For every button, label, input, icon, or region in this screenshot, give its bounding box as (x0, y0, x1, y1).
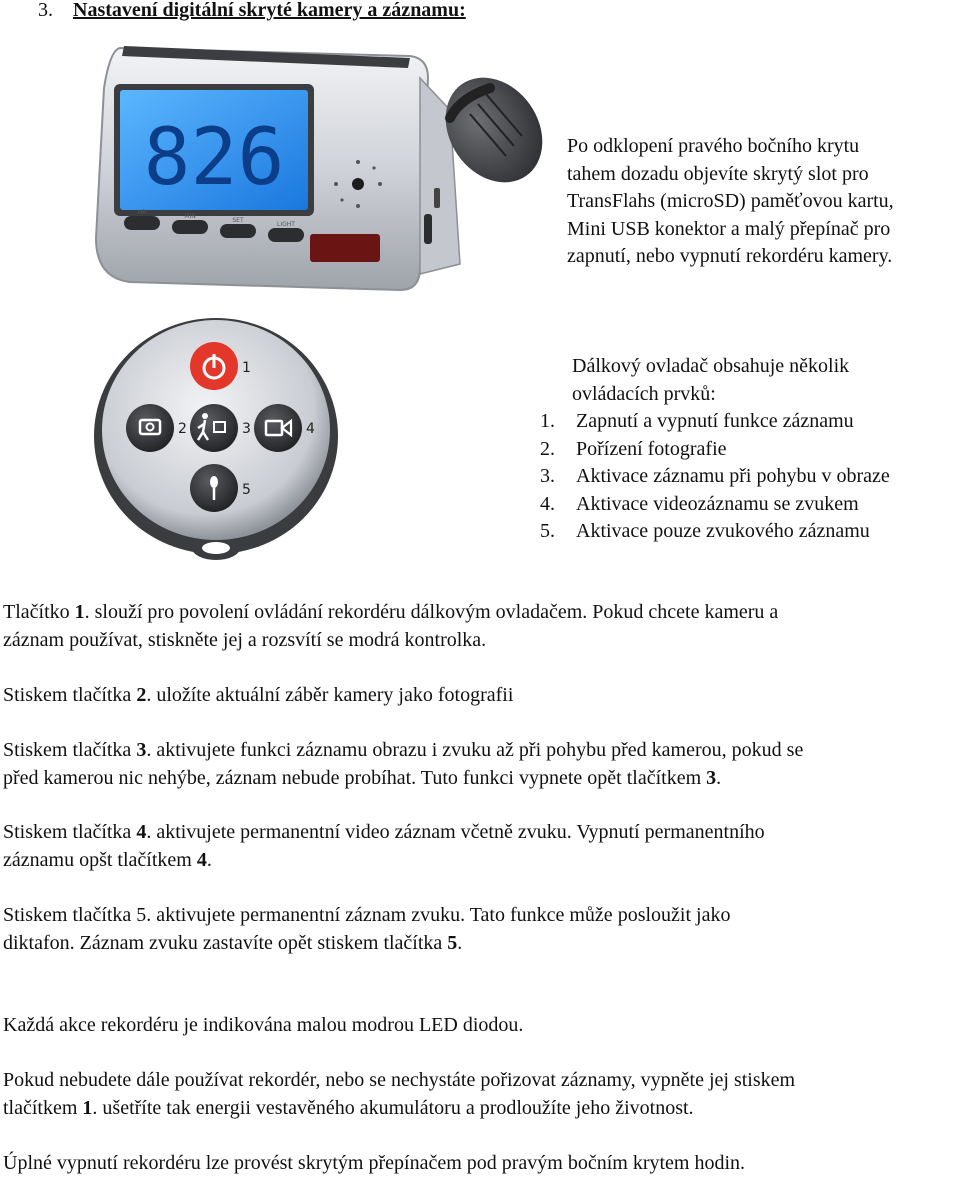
usb-slot (424, 214, 432, 244)
remote-function-list (540, 408, 890, 546)
remote-label-5: 5 (242, 482, 251, 498)
paragraph-button-1: Tlačítko 1. slouží pro povolení ovládání rekordéru dálkovým ovladačem. Pokud chcete kameru a záznam používat, stiskněte jej a rozsvítí se modrá kontrolka. (3, 601, 779, 651)
paragraph-full-shutdown: Úplné vypnutí rekordéru lze provést skrytým přepínačem pod pravým bočním krytem hodin. (3, 1152, 746, 1174)
remote-label-4: 4 (306, 421, 315, 437)
ir-window (310, 234, 380, 262)
clock-description (567, 133, 957, 271)
list-item: 1. Zapnutí a vypnutí funkce záznamu (540, 410, 854, 432)
paragraph-led: Každá akce rekordéru je indikována malou modrou LED diodou. (3, 1014, 524, 1036)
section-title: Nastavení digitální skryté kamery a záznamu: (73, 0, 466, 21)
clock-btn-label-hr: HR (137, 209, 147, 216)
remote-label-1: 1 (242, 360, 251, 376)
clock-btn-label-light: LIGHT (277, 221, 295, 228)
remote-label-2: 2 (178, 421, 187, 437)
remote-intro-line: Dálkový ovladač obsahuje několik (572, 355, 850, 377)
clock-btn-label-min: MIN (184, 213, 196, 220)
lcd-digits: 826 (143, 113, 285, 203)
paragraph-button-4: Stiskem tlačítka 4. aktivujete permanentní video záznam včetně zvuku. Vypnutí permanentního záznamu opšt tlačítkem 4. (3, 821, 765, 871)
camera-lens (352, 178, 364, 190)
paragraph-button-3: Stiskem tlačítka 3. aktivujete funkci záznamu obrazu i zvuku až při pohybu před kamerou, pokud se před kamerou nic nehýbe, záznam nebude probíhat. Tuto funkci vypnete opět tlačítkem 3. (3, 739, 804, 789)
remote-intro (572, 353, 849, 408)
clock-description-line: Mini USB konektor a malý přepínač pro (567, 217, 891, 240)
list-item: 2. Pořízení fotografie (540, 437, 727, 460)
list-item: 3. Aktivace záznamu při pohybu v obraze (540, 465, 890, 487)
remote-control-image (86, 312, 348, 572)
remote-video-button (254, 404, 302, 452)
section-heading (38, 0, 466, 24)
remote-intro-line: ovládacích prvků: (572, 382, 716, 405)
clock-btn-label-set: SET (232, 217, 244, 224)
list-item: 5. Aktivace pouze zvukového záznamu (540, 520, 870, 542)
clock-description-line: Po odklopení pravého bočního krytu (567, 135, 860, 157)
list-item: 4. Aktivace videozáznamu se zvukem (540, 492, 859, 515)
remote-photo-button (126, 404, 174, 452)
remote-label-3: 3 (242, 421, 251, 437)
clock-description-line: TransFlahs (microSD) paměťovou kartu, (567, 190, 894, 212)
clock-description-line: zapnutí, nebo vypnutí rekordéru kamery. (567, 245, 893, 267)
clock-description-line: tahem dozadu objevíte skrytý slot pro (567, 162, 869, 185)
paragraph-button-2: Stiskem tlačítka 2. uložíte aktuální záběr kamery jako fotografii (3, 684, 514, 706)
section-number: 3. (38, 0, 53, 21)
clock-camera-image (90, 38, 570, 298)
paragraph-power-off: Pokud nebudete dále používat rekordér, nebo se nechystáte pořizovat záznamy, vypněte jej stiskem tlačítkem 1. ušetříte tak energii vestavěného akumulátoru a prodloužíte jeho životnost. (3, 1069, 796, 1119)
paragraph-button-5: Stiskem tlačítka 5. aktivujete permanentní záznam zvuku. Tato funkce může posloužit jako diktafon. Záznam zvuku zastavíte opět stiskem tlačítka 5. (3, 904, 731, 954)
